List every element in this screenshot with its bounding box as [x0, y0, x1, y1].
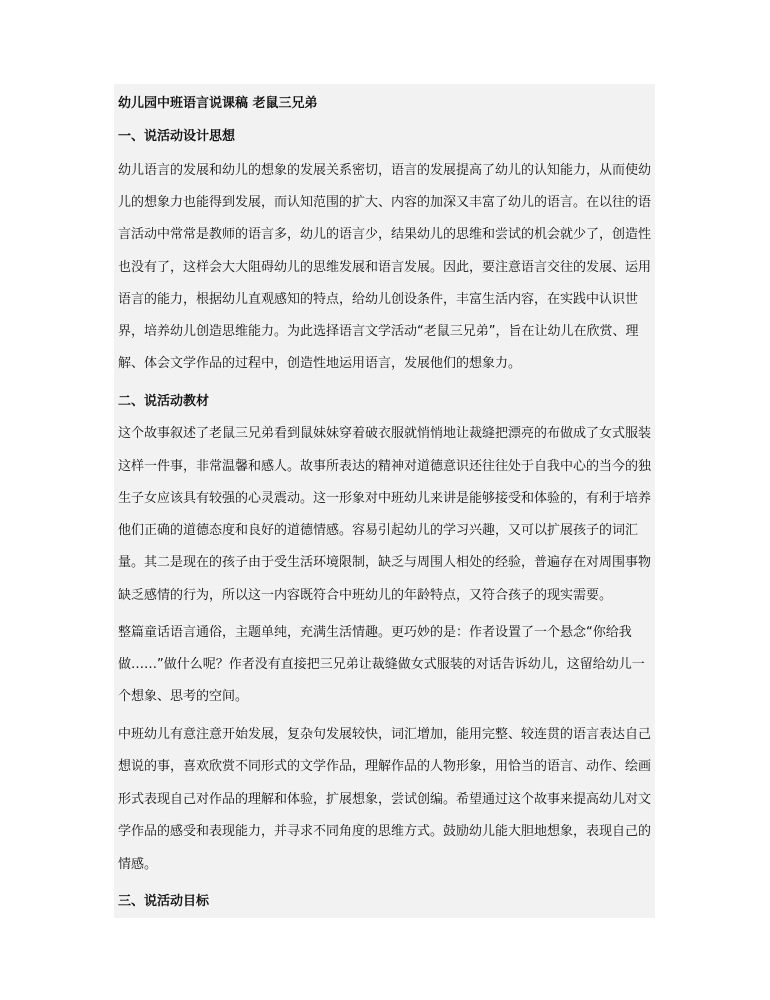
- paragraph-line: 量。其二是现在的孩子由于受生活环境限制，缺乏与周围人相处的经验，普遍存在对周围事物: [118, 555, 652, 570]
- paragraph-line: 中班幼儿有意注意开始发展，复杂句发展较快，词汇增加，能用完整、较连贯的语言表达自己: [118, 727, 652, 742]
- paragraph-line: 儿的想象力也能得到发展，而认知范围的扩大、内容的加深又丰富了幼儿的语言。在以往的语: [118, 195, 652, 210]
- paragraph-line: 这个故事叙述了老鼠三兄弟看到鼠妹妹穿着破衣服就悄悄地让裁缝把漂亮的布做成了女式服装: [118, 426, 652, 441]
- paragraph-line: 情感。: [118, 857, 158, 872]
- paragraph-line: 这样一件事，非常温馨和感人。故事所表达的精神对道德意识还往往处于自我中心的当今的独: [118, 459, 652, 474]
- section-heading: 二、说活动教材: [118, 394, 210, 409]
- paragraph-line: 做……”做什么呢？作者没有直接把三兄弟让裁缝做女式服装的对话告诉幼儿，这留给幼儿一: [118, 657, 645, 672]
- section-heading: 一、说活动设计思想: [118, 129, 236, 144]
- paragraph-line: 界，培养幼儿创造思维能力。为此选择语言文学活动“老鼠三兄弟”，旨在让幼儿在欣赏、理: [118, 324, 639, 339]
- paragraph-line: 整篇童话语言通俗，主题单纯，充满生活情趣。更巧妙的是：作者设置了一个悬念“你给我: [118, 625, 632, 640]
- paragraph-line: 学作品的感受和表现能力，并寻求不同角度的思维方式。鼓励幼儿能大胆地想象，表现自己的: [118, 824, 652, 839]
- paragraph-line: 想说的事，喜欢欣赏不同形式的文学作品，理解作品的人物形象，用恰当的语言、动作、绘画: [118, 759, 652, 774]
- paragraph-line: 幼儿语言的发展和幼儿的想象的发展关系密切，语言的发展提高了幼儿的认知能力，从而使幼: [118, 163, 652, 178]
- paragraph-line: 言活动中常常是教师的语言多，幼儿的语言少，结果幼儿的思维和尝试的机会就少了，创造性: [118, 227, 652, 242]
- paragraph-line: 解、体会文学作品的过程中，创造性地运用语言，发展他们的想象力。: [118, 356, 522, 371]
- paragraph-line: 也没有了，这样会大大阻碍幼儿的思维发展和语言发展。因此，要注意语言交往的发展、运用: [118, 260, 652, 275]
- document-title: 幼儿园中班语言说课稿 老鼠三兄弟: [118, 96, 318, 111]
- paragraph-line: 缺乏感情的行为，所以这一内容既符合中班幼儿的年龄特点，又符合孩子的现实需要。: [118, 588, 613, 603]
- section-heading: 三、说活动目标: [118, 894, 210, 909]
- paragraph-line: 他们正确的道德态度和良好的道德情感。容易引起幼儿的学习兴趣，又可以扩展孩子的词汇: [118, 523, 639, 538]
- paragraph-line: 个想象、思考的空间。: [118, 689, 249, 704]
- paragraph-line: 形式表现自己对作品的理解和体验，扩展想象，尝试创编。希望通过这个故事来提高幼儿对文: [118, 792, 652, 807]
- paragraph-line: 语言的能力，根据幼儿直观感知的特点，给幼儿创设条件，丰富生活内容，在实践中认识世: [118, 292, 639, 307]
- paragraph-line: 生子女应该具有较强的心灵震动。这一形象对中班幼儿来讲是能够接受和体验的，有利于培养: [118, 491, 652, 506]
